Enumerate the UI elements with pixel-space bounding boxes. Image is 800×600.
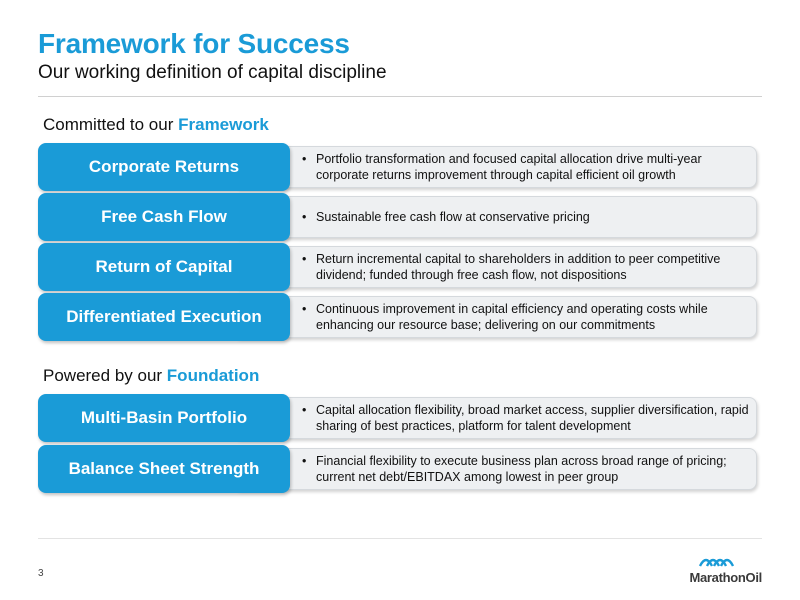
pillar-label-balance-sheet-strength: Balance Sheet Strength xyxy=(38,445,290,493)
page-subtitle: Our working definition of capital discipline xyxy=(38,62,387,83)
framework-row-corporate-returns xyxy=(38,143,757,191)
framework-row-return-of-capital xyxy=(38,243,757,291)
company-logo xyxy=(672,552,762,588)
bullet-icon: • xyxy=(302,403,307,417)
bullet-icon: • xyxy=(302,454,307,468)
description xyxy=(302,445,751,493)
description-text: Financial flexibility to execute business plan across broad range of pricing; current net debt/EBITDAX among lowest in peer group xyxy=(316,454,727,484)
pillar-label-free-cash-flow: Free Cash Flow xyxy=(38,193,290,241)
header-divider xyxy=(38,96,762,97)
pillar-label-multi-basin-portfolio: Multi-Basin Portfolio xyxy=(38,394,290,442)
bullet-icon: • xyxy=(302,252,307,266)
description-text: Capital allocation flexibility, broad market access, supplier diversification, rapid sharing of best practices, platform for talent development xyxy=(316,403,749,433)
description xyxy=(302,193,751,241)
footer-divider xyxy=(38,538,762,539)
description xyxy=(302,293,751,341)
framework-heading xyxy=(43,115,269,135)
description-text: Portfolio transformation and focused capital allocation drive multi-year corporate returns improvement through capital efficient oil growth xyxy=(316,152,702,182)
bullet-icon: • xyxy=(302,152,307,166)
pillar-label-return-of-capital: Return of Capital xyxy=(38,243,290,291)
framework-row-free-cash-flow xyxy=(38,193,757,241)
bullet-icon: • xyxy=(302,302,307,316)
pillar-label-differentiated-execution: Differentiated Execution xyxy=(38,293,290,341)
framework-heading-highlight: Framework xyxy=(178,115,269,134)
pillar-label-corporate-returns: Corporate Returns xyxy=(38,143,290,191)
framework-row-differentiated-execution xyxy=(38,293,757,341)
logo-mark-icon xyxy=(698,552,738,568)
logo-wordmark: MarathonOil xyxy=(689,570,762,585)
foundation-heading-highlight: Foundation xyxy=(166,366,260,385)
description-text: Return incremental capital to shareholders in addition to peer competitive dividend; funded through free cash flow, not dispositions xyxy=(316,252,721,282)
description xyxy=(302,243,751,291)
description-text: Sustainable free cash flow at conservative pricing xyxy=(316,210,590,224)
description-text: Continuous improvement in capital efficiency and operating costs while enhancing our resource base; delivering on our commitments xyxy=(316,302,708,332)
foundation-heading xyxy=(43,366,259,386)
bullet-icon: • xyxy=(302,210,307,224)
page-title: Framework for Success xyxy=(38,28,350,59)
page-number: 3 xyxy=(38,568,44,579)
description xyxy=(302,394,751,442)
foundation-row-balance-sheet-strength xyxy=(38,445,757,493)
foundation-row-multi-basin-portfolio xyxy=(38,394,757,442)
description xyxy=(302,143,751,191)
foundation-heading-prefix: Powered by our xyxy=(43,366,167,385)
framework-heading-prefix: Committed to our xyxy=(43,115,179,134)
